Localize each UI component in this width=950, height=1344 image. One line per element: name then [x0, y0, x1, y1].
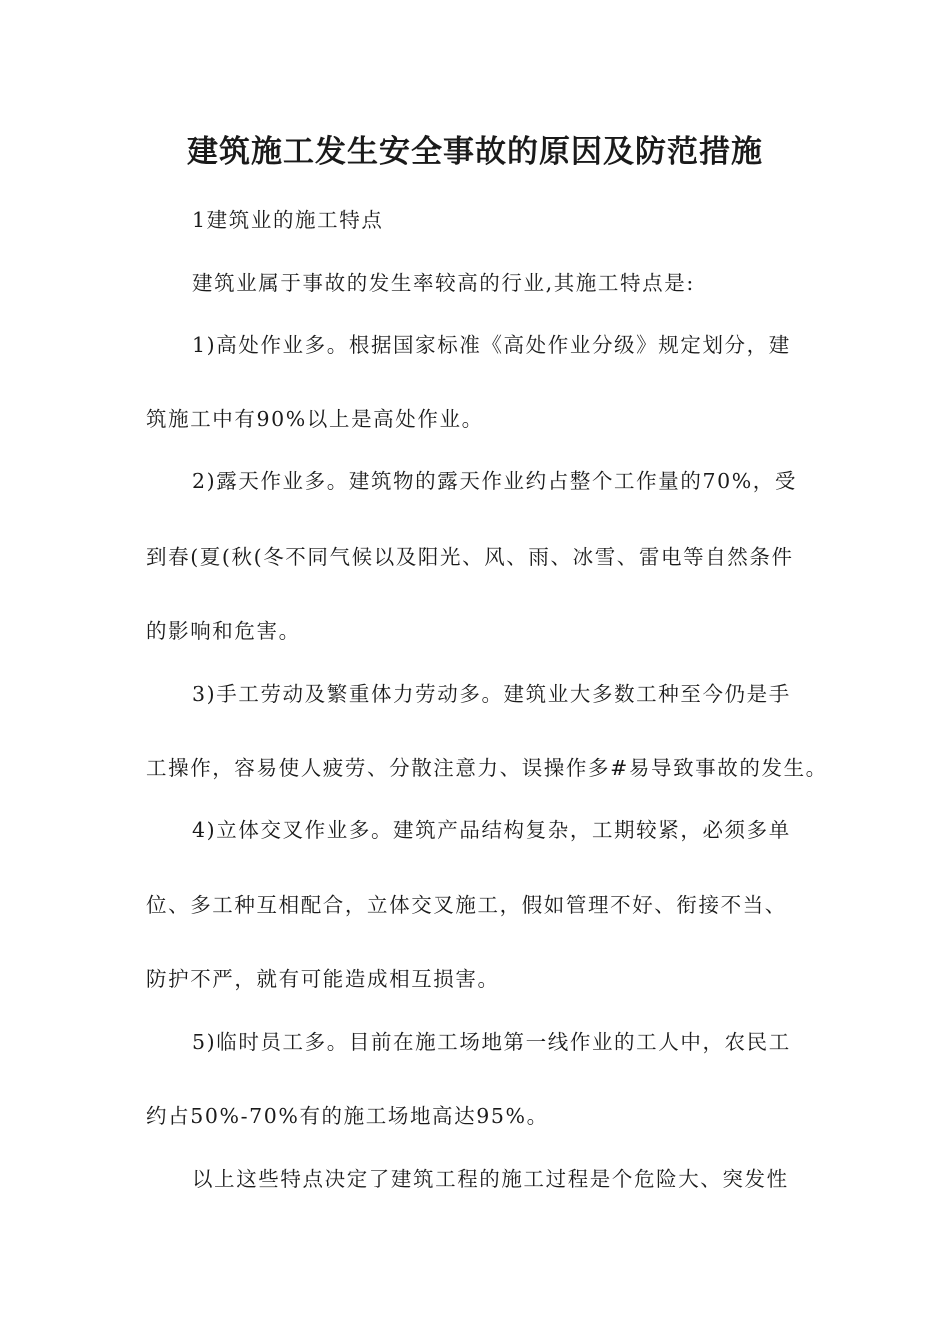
paragraph-line: 筑施工中有90%以上是高处作业。: [146, 407, 484, 431]
paragraph-line: 4)立体交叉作业多。建筑产品结构复杂，工期较紧，必须多单: [192, 818, 791, 842]
paragraph-line: 到春(夏(秋(冬不同气候以及阳光、风、雨、冰雪、雷电等自然条件: [146, 545, 794, 569]
paragraph-line: 2)露天作业多。建筑物的露天作业约占整个工作量的70%，受: [192, 469, 798, 493]
section-heading: 1建筑业的施工特点: [192, 208, 384, 232]
document-title: 建筑施工发生安全事故的原因及防范措施: [187, 134, 763, 170]
paragraph-line: 3)手工劳动及繁重体力劳动多。建筑业大多数工种至今仍是手: [192, 682, 791, 706]
paragraph-line: 以上这些特点决定了建筑工程的施工过程是个危险大、突发性: [192, 1167, 789, 1191]
paragraph-line: 5)临时员工多。目前在施工场地第一线作业的工人中，农民工: [192, 1030, 791, 1054]
paragraph-line: 的影响和危害。: [146, 619, 301, 643]
paragraph-line: 工操作，容易使人疲劳、分散注意力、误操作多#易导致事故的发生。: [146, 756, 828, 780]
paragraph-line: 建筑业属于事故的发生率较高的行业,其施工特点是:: [192, 271, 695, 295]
paragraph-line: 约占50%-70%有的施工场地高达95%。: [146, 1104, 549, 1128]
paragraph-line: 防护不严，就有可能造成相互损害。: [146, 967, 500, 991]
paragraph-line: 1)高处作业多。根据国家标准《高处作业分级》规定划分，建: [192, 333, 791, 357]
paragraph-line: 位、多工种互相配合，立体交叉施工，假如管理不好、衔接不当、: [146, 893, 787, 917]
